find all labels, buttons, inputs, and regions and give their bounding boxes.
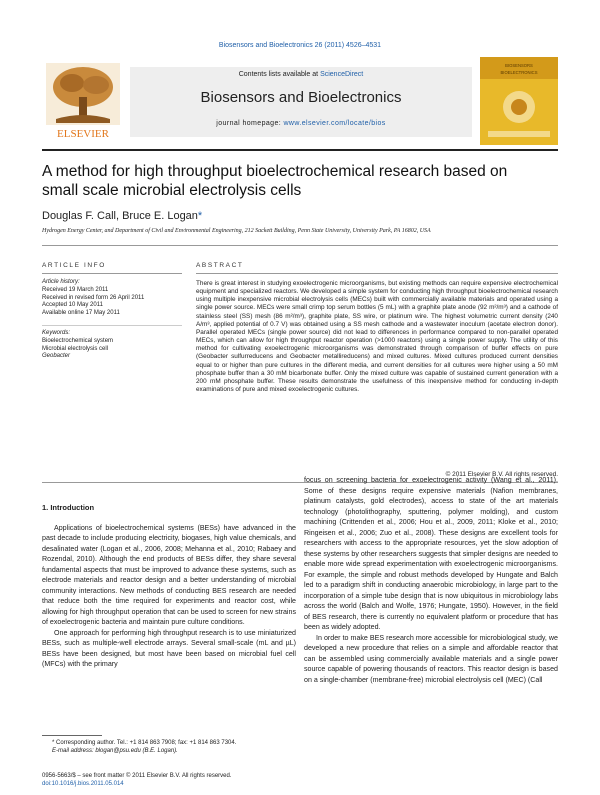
article-history: Article history: Received 19 March 2011 Received in revised form 26 April 2011 Accepted 10 May 2011 Available online 17 May 2011 <box>42 279 145 317</box>
article-info-heading: ARTICLE INFO <box>42 262 106 269</box>
intro-heading: 1. Introduction <box>42 503 95 512</box>
header-rule <box>42 149 558 151</box>
footnote <box>52 739 236 755</box>
journal-cover-icon <box>480 57 558 145</box>
copyright: © 2011 Elsevier B.V. All rights reserved. <box>445 471 558 478</box>
journal-homepage: journal homepage: www.elsevier.com/locate/bios <box>216 120 386 127</box>
affiliation: Hydrogen Energy Center, and Department of Civil and Environmental Engineering, 212 Sackett Building, Penn State University, University Park, PA 16802, USA <box>42 228 431 234</box>
corresponding-author-mark[interactable]: * <box>197 210 203 222</box>
journal-reference[interactable]: Biosensors and Bioelectronics 26 (2011) 4526–4531 <box>218 42 382 49</box>
intro-paragraph-4: In order to make BES research more accessible for microbiological study, we developed a new procedure that relies on a simple and affordable reactor that can be assembled using commercially available materials and a single power source capable of powering thousands of reactors. This reactor design is based on a single-chamber (membrane-free) microbial electrolysis cell (MEC) (Call <box>304 633 558 684</box>
svg-text:BIOSENSORS: BIOSENSORS <box>505 63 533 68</box>
affiliation-rule <box>42 245 558 246</box>
abstract-heading: ABSTRACT <box>196 262 244 269</box>
corresponding-author-note: * Corresponding author. Tel.: +1 814 863 7908; fax: +1 814 863 7304. <box>52 740 237 746</box>
email-note[interactable]: E-mail address: blogan@psu.edu (B.E. Logan). <box>52 748 178 754</box>
svg-text:BIOELECTRONICS: BIOELECTRONICS <box>500 70 538 75</box>
issn-line: 0956-5663/$ – see front matter © 2011 Elsevier B.V. All rights reserved. <box>42 773 232 779</box>
intro-right-column <box>304 475 558 685</box>
journal-banner <box>130 67 472 137</box>
journal-header <box>42 55 558 147</box>
intro-paragraph-1: Applications of bioelectrochemical systems (BESs) have advanced in the past decade to include producing electricity, biogases, high value chemicals, and desalinated water (Logan et al., 2006, 2008; Mehanna et al., 2010; Rabaey and Rozendal, 2010). Although the end products of BESs differ, they share several fundamental aspects that must be improved to advance these systems, such as electrode materials and reactor design and a better understanding of microbial community interactions. New methods of conducting BES research are needed that reduce both the time required for experiments and reactor cost, while allowing for high throughput operation that can be used to screen for new strains of exoelectrogenic bacteria and maintain pure culture conditions. <box>42 523 296 626</box>
keywords: Keywords: Bioelectrochemical system Microbial electrolysis cell Geobacter <box>42 330 114 360</box>
abstract-rule <box>196 273 558 274</box>
issn-footer <box>42 772 232 788</box>
elsevier-tree-logo-icon <box>42 61 124 141</box>
authors: Douglas F. Call, Bruce E. Logan* <box>42 210 203 222</box>
contents-line: Contents lists available at ScienceDirect <box>238 71 364 78</box>
journal-name: Biosensors and Bioelectronics <box>200 89 402 106</box>
sciencedirect-link[interactable]: ScienceDirect <box>320 71 364 78</box>
intro-paragraph-3: focus on screening bacteria for exoelectrogenic activity (Wang et al., 2011). Some of these designs require expensive materials (Nafion membranes, platinum catalysts, gold electrodes), access to state of the art materials technology (photolithography, sputtering, polymer molding), and custom machining (Crittenden et al., 2006; Hou et al., 2009, 2011; Kloke et al., 2010; Ringeisen et al., 2006; Zuo et al., 2008). These designs are excellent tools for researchers with access to the appropriate resources, yet the slow adoption of these systems by other researchers suggests that simpler designs are needed to enable more wide spread experimentation with exoelectrogenic microorganisms. For example, the simple and robust methods developed by Hungate and Balch led to a paradigm shift in conducting anaerobic microbiology, in large part to the incorporation of a simple tube design that is now ubiquitous in microbiology labs across the world (Balch and Wolfe, 1976; Hungate, 1950). However, in the field of BES research, there is currently no equivalent platform or procedure that has been as widely adopted. <box>304 476 558 631</box>
intro-left-column <box>42 503 296 670</box>
doi-link[interactable]: doi:10.1016/j.bios.2011.05.014 <box>42 781 124 787</box>
abstract-text: There is great interest in studying exoelectrogenic microorganisms, but existing methods can require expensive electrochemical equipment and specialized reactors. We developed a simple system for conducting high throughput bioelectrochemical research using multiple inexpensive microbial electrolysis cells (MECs) built with commercially available materials and operated using a single power source. MECs were small crimp top serum bottles (5 mL) with a graphite plate anode (92 m²/m³) and a cathode of stainless steel (SS) mesh (86 m²/m³), graphite plate, SS wire, or platinum wire. The highest volumetric current density (240 A/m³, applied potential of 0.7 V) was obtained using a SS mesh cathode and a wastewater inoculum (acetate electron donor). Parallel operated MECs (single power source) did not lead to differences in performance compared to non-parallel operated MECs, which can allow for high throughput reactor operation (>1000 reactors) using a single power supply. The utility of this method for cultivating exoelectrogenic microorganisms was demonstrated through comparison of buffer effects on pure (Geobacter sulfurreducens and Geobacter metallireducens) and mixed cultures. Mixed cultures produced current densities equal to or higher than pure cultures in the different media, and current densities for all cultures were higher using a 50 mM phosphate buffer than a 30 mM bicarbonate buffer. Only the mixed culture was capable of sustained current generation with a 200 mM phosphate buffer. These results demonstrate the usefulness of this inexpensive method for conducting in-depth examinations of pure and mixed exoelectrogenic cultures. <box>196 280 558 394</box>
article-title: A method for high throughput bioelectrochemical research based on small scale microbial electrolysis cells <box>42 163 508 199</box>
keywords-rule <box>42 325 182 326</box>
homepage-link[interactable]: www.elsevier.com/locate/bios <box>283 120 386 127</box>
footnote-rule <box>42 735 102 736</box>
article-info-rule <box>42 273 182 274</box>
intro-paragraph-2: One approach for performing high throughput research is to use miniaturized BESs, such as multiple-well electrode arrays. Several small-scale (mL and µL) BESs have been designed, but most have been based on microbial fuel cell (MFCs) with the primary <box>42 628 296 668</box>
svg-text:ELSEVIER: ELSEVIER <box>57 128 109 140</box>
